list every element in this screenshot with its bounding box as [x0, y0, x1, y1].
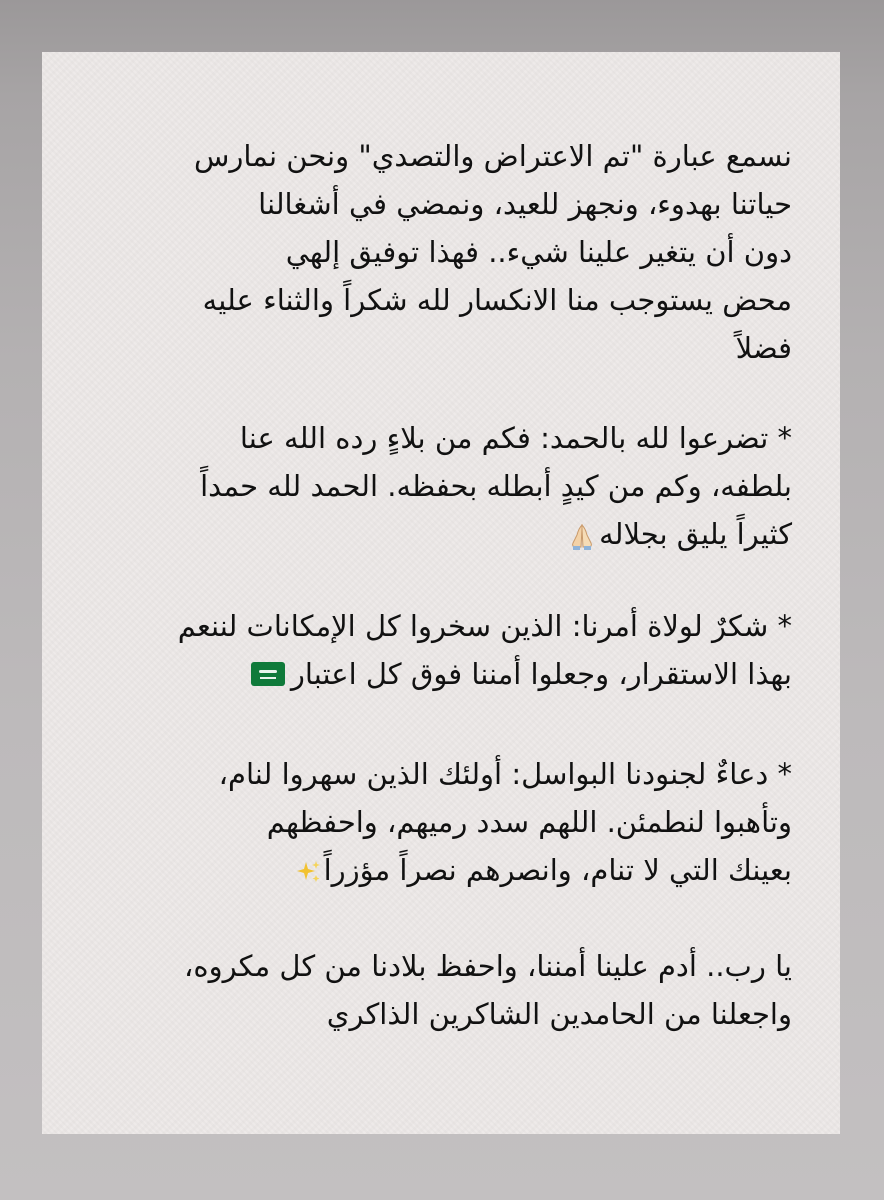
paragraph-gratitude	[102, 414, 792, 558]
text-line-with-icon	[102, 650, 792, 698]
paragraph-leaders	[102, 602, 792, 698]
text-line-with-icon	[102, 846, 792, 894]
paragraph-intro	[102, 132, 792, 372]
folded-hands-icon	[567, 521, 597, 551]
text-line: بعينك التي لا تنام، وانصرهم نصراً مؤزراً	[323, 853, 792, 887]
paragraph-prayer	[102, 942, 792, 1038]
text-line: واجعلنا من الحامدين الشاكرين الذاكري	[326, 997, 792, 1031]
text-line: بلطفه، وكم من كيدٍ أبطله بحفظه. الحمد لله حمداً	[200, 469, 792, 503]
text-line: نسمع عبارة "تم الاعتراض والتصدي" ونحن نمارس	[193, 139, 792, 173]
text-line: * دعاءٌ لجنودنا البواسل: أولئك الذين سهروا لنام،	[218, 757, 792, 791]
text-line: فضلاً	[735, 331, 792, 365]
text-line: * تضرعوا لله بالحمد: فكم من بلاءٍ رده الله عنا	[239, 421, 792, 455]
text-line: وتأهبوا لنطمئن. اللهم سدد رميهم، واحفظهم	[266, 805, 792, 839]
text-line: كثيراً يليق بجلاله	[599, 517, 792, 551]
text-line: محض يستوجب منا الانكسار لله شكراً والثناء عليه	[202, 283, 792, 317]
text-line: دون أن يتغير علينا شيء.. فهذا توفيق إلهي	[285, 235, 792, 269]
post-card	[42, 52, 840, 1134]
text-line: حياتنا بهدوء، ونجهز للعيد، ونمضي في أشغالنا	[258, 187, 792, 221]
text-line-with-icon	[102, 510, 792, 558]
saudi-flag-icon	[251, 662, 285, 686]
text-line: * شكرٌ لولاة أمرنا: الذين سخروا كل الإمكانات لننعم	[177, 609, 792, 643]
paragraph-soldiers	[102, 750, 792, 894]
sparkles-icon	[296, 859, 322, 885]
text-line: يا رب.. أدم علينا أمننا، واحفظ بلادنا من كل مكروه،	[184, 949, 792, 983]
text-line: بهذا الاستقرار، وجعلوا أمننا فوق كل اعتبار	[290, 657, 792, 691]
